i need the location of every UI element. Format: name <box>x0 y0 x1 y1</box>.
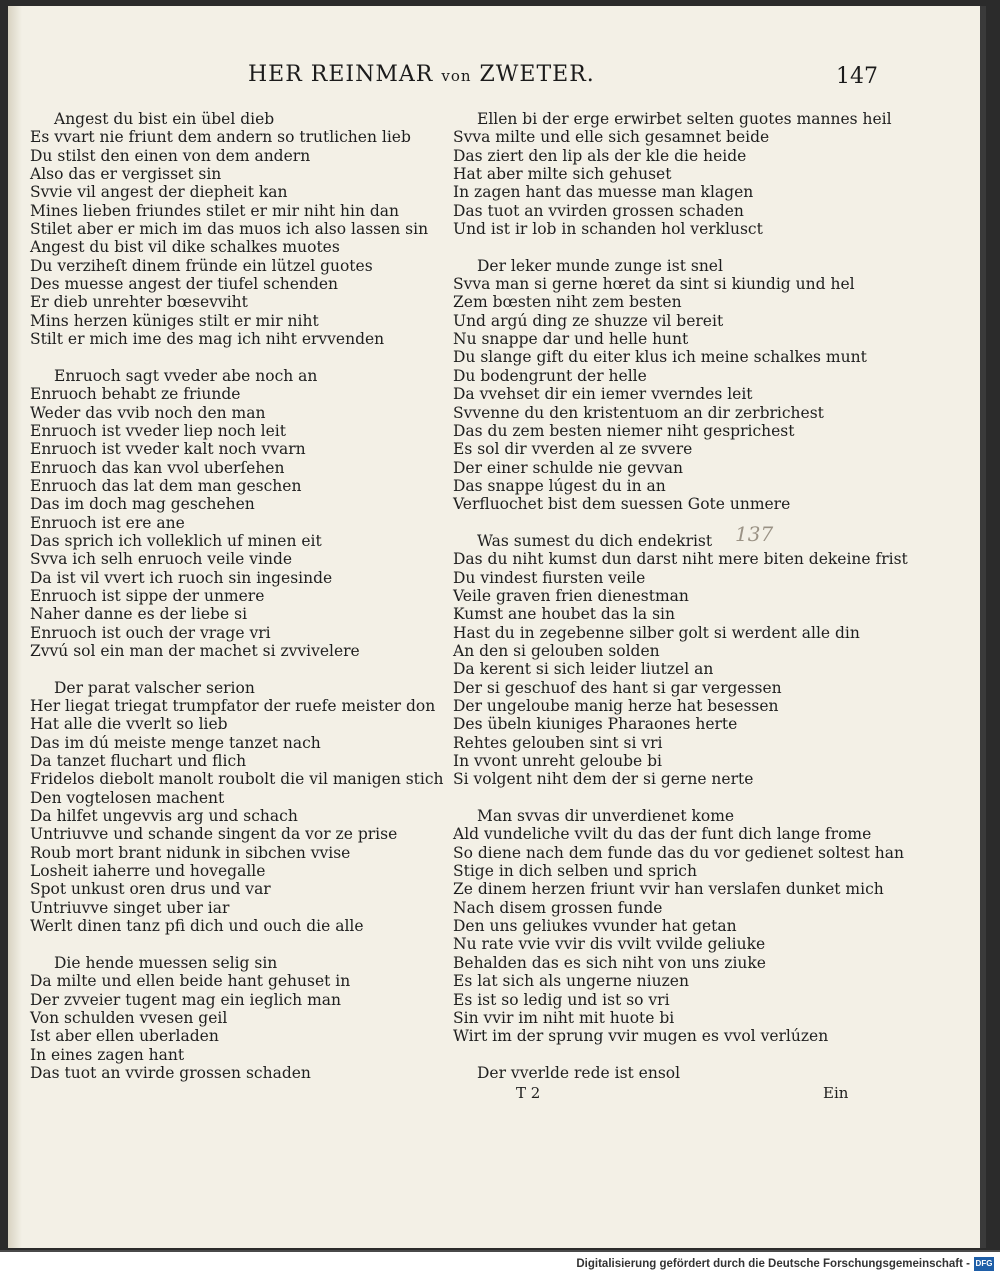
verse-line: Stilet aber er mich im das muos ich also lassen sin <box>30 220 429 239</box>
verse-line: Der vverlde rede ist ensol <box>477 1063 681 1082</box>
verse-line: Kumst ane houbet das la sin <box>453 605 675 624</box>
verse-line: Da milte und ellen beide hant gehuset in <box>30 972 351 991</box>
verse-line: Die hende muessen selig sin <box>54 953 278 972</box>
verse-line: Es ist so ledig und ist so vri <box>453 990 670 1009</box>
verse-line: Wirt im der sprung vvir mugen es vvol verlúzen <box>453 1027 829 1046</box>
stanza-gap <box>453 789 883 807</box>
verse-line: Enruoch ist sippe der unmere <box>30 586 265 605</box>
verse-line: Enruoch das lat dem man geschen <box>30 476 302 495</box>
verse-line: Du verziheſt dinem fründe ein lützel guotes <box>30 256 373 275</box>
verse-line: In eines zagen hant <box>30 1045 185 1064</box>
verse-line: Stige in dich selben und sprich <box>453 862 697 881</box>
verse-line: Zvvú sol ein man der machet si zvvivelere <box>30 641 360 660</box>
verse-line: Der si geschuof des hant si gar vergessen <box>453 678 782 697</box>
verse-line: Untriuvve singet uber iar <box>30 898 230 917</box>
verse-line: So diene nach dem funde das du vor gedienet soltest han <box>453 843 904 862</box>
verse-line: Enruoch sagt vveder abe noch an <box>54 366 318 385</box>
verse-line: Hat aber milte sich gehuset <box>453 165 672 184</box>
verse-line: Enruoch ist ere ane <box>30 513 185 532</box>
verse-line: Angest du bist ein übel dieb <box>54 110 275 128</box>
verse-line: Behalden das es sich niht von uns ziuke <box>453 953 766 972</box>
left-column <box>30 110 445 1082</box>
verse-line: Roub mort brant nidunk in sibchen vvise <box>30 843 351 862</box>
verse-line: Hat alle die vverlt so lieb <box>30 715 228 734</box>
verse-line: In vvont unreht geloube bi <box>453 752 662 771</box>
verse-line: Der parat valscher serion <box>54 678 255 697</box>
verse-line: Du vindest fiursten veile <box>453 568 646 587</box>
verse-line: Enruoch ist ouch der vrage vri <box>30 623 271 642</box>
running-head-part: von <box>441 67 472 85</box>
verse-line: Das tuot an vvirden grossen schaden <box>453 201 744 220</box>
verse-line: Ist aber ellen uberladen <box>30 1027 219 1046</box>
right-column <box>453 110 908 1082</box>
verse-line: Enruoch ist vveder liep noch leit <box>30 421 286 440</box>
verse-line: Veile graven frien dienestman <box>453 586 689 605</box>
verse-line: Enruoch behabt ze friunde <box>30 385 241 404</box>
verse-line: Der zvveier tugent mag ein ieglich man <box>30 990 342 1009</box>
book-page <box>8 6 986 1248</box>
verse-line: Enruoch das kan vvol uberſehen <box>30 458 285 477</box>
verse-line: Ze dinem herzen friunt vvir han verslafen dunket mich <box>453 880 884 899</box>
verse-line: Den uns geliukes vvunder hat getan <box>453 917 737 936</box>
catchword: Ein <box>823 1084 849 1102</box>
footer-bar <box>0 1252 1000 1278</box>
verse-line: Das im dú meiste menge tanzet nach <box>30 733 321 752</box>
verse-line: Das ziert den lip als der kle die heide <box>453 146 747 165</box>
running-head-part: ZWETER. <box>471 62 595 87</box>
verse-line: Svva ich selh enruoch veile vinde <box>30 550 293 569</box>
verse-line: Da vvehset dir ein iemer vverndes leit <box>453 385 753 404</box>
stanza-gap <box>453 238 883 256</box>
verse-line: Das snappe lúgest du in an <box>453 476 666 495</box>
verse-line: Du bodengrunt der helle <box>453 366 647 385</box>
verse-line: Des übeln kiuniges Pharaones herte <box>453 715 738 734</box>
verse-line: Da hilfet ungevvis arg und schach <box>30 807 298 826</box>
verse-line: Nu rate vvie vvir dis vvilt vvilde geliuke <box>453 935 766 954</box>
verse-line: Es lat sich als ungerne niuzen <box>453 972 689 991</box>
verse-line: Der einer schulde nie gevvan <box>453 458 684 477</box>
verse-line: Svva man si gerne hœret da sint si kiundig und hel <box>453 275 855 294</box>
verse-line: Untriuvve und schande singent da vor ze prise <box>30 825 398 844</box>
verse-line: Hast du in zegebenne silber golt si werdent alle din <box>453 623 860 642</box>
page-number: 147 <box>836 64 878 89</box>
verse-line: Enruoch ist vveder kalt noch vvarn <box>30 440 306 459</box>
handwritten-note: 137 <box>735 522 774 546</box>
verse-line: Da kerent si sich leider liutzel an <box>453 660 714 679</box>
running-head-part: HER REINMAR <box>248 62 442 87</box>
running-head <box>248 62 595 87</box>
verse-line: Angest du bist vil dike schalkes muotes <box>30 238 340 257</box>
verse-line: Von schulden vvesen geil <box>30 1008 228 1027</box>
verse-line: Das sprich ich volleklich uf minen eit <box>30 531 322 550</box>
verse-line: Was sumest du dich endekrist <box>477 531 713 550</box>
stanza-gap <box>30 660 445 678</box>
verse-line: Das du niht kumst dun darst niht mere biten dekeine frist <box>453 550 908 569</box>
dfg-logo-icon: DFG <box>974 1257 994 1271</box>
verse-line: Man svvas dir unverdienet kome <box>477 807 735 826</box>
verse-line: Ellen bi der erge erwirbet selten guotes mannes heil <box>477 110 892 128</box>
verse-line: Svvie vil angest der diepheit kan <box>30 183 288 202</box>
verse-line: Sin vvir im niht mit huote bi <box>453 1008 675 1027</box>
verse-line: Der ungeloube manig herze hat besessen <box>453 697 779 715</box>
stanza-gap <box>30 935 445 953</box>
verse-line: Der leker munde zunge ist snel <box>477 256 723 275</box>
verse-line: In zagen hant das muesse man klagen <box>453 183 754 202</box>
signature-mark: T 2 <box>516 1084 541 1102</box>
verse-line: Zem bœsten niht zem besten <box>453 293 682 312</box>
verse-line: Mins herzen küniges stilt er mir niht <box>30 311 319 330</box>
verse-line: Das im doch mag geschehen <box>30 495 255 514</box>
verse-line: Rehtes gelouben sint si vri <box>453 733 663 752</box>
footer-credit: Digitalisierung gefördert durch die Deutsche Forschungsgemeinschaft - <box>576 1258 970 1270</box>
verse-line: Das tuot an vvirde grossen schaden <box>30 1063 311 1082</box>
verse-line: Es sol dir vverden al ze svvere <box>453 440 693 459</box>
verse-line: Er dieb unrehter bœsevviht <box>30 293 248 312</box>
verse-line: Ald vundeliche vvilt du das der funt dich lange frome <box>453 825 872 844</box>
verse-line: Mines lieben friundes stilet er mir niht hin dan <box>30 201 400 220</box>
verse-line: Nach disem grossen funde <box>453 898 663 917</box>
verse-line: Weder das vvib noch den man <box>30 403 266 422</box>
verse-line: Si volgent niht dem der si gerne nerte <box>453 770 754 789</box>
verse-line: Und argú ding ze shuzze vil bereit <box>453 311 724 330</box>
stanza-gap <box>453 514 883 532</box>
verse-line: Svva milte und elle sich gesamnet beide <box>453 128 770 147</box>
stanza-gap <box>30 348 445 366</box>
verse-line: Her liegat triegat trumpfator der ruefe meister don <box>30 697 436 715</box>
verse-line: Du slange gift du eiter klus ich meine schalkes munt <box>453 348 867 367</box>
verse-line: Fridelos diebolt manolt roubolt die vil manigen stich <box>30 770 444 789</box>
verse-line: An den si gelouben solden <box>453 641 660 660</box>
verse-line: Des muesse angest der tiufel schenden <box>30 275 339 294</box>
verse-line: Es vvart nie friunt dem andern so trutlichen lieb <box>30 128 411 147</box>
verse-line: Spot unkust oren drus und var <box>30 880 271 899</box>
verse-line: Den vogtelosen machent <box>30 788 225 807</box>
verse-line: Also das er vergisset sin <box>30 165 222 184</box>
verse-line: Da ist vil vvert ich ruoch sin ingesinde <box>30 568 333 587</box>
verse-line: Naher danne es der liebe si <box>30 605 248 624</box>
stanza-gap <box>453 1046 883 1064</box>
verse-line: Werlt dinen tanz pfi dich und ouch die alle <box>30 917 364 936</box>
verse-line: Und ist ir lob in schanden hol verklusct <box>453 220 763 239</box>
verse-line: Verfluochet bist dem suessen Gote unmere <box>453 495 791 514</box>
verse-line: Du stilst den einen von dem andern <box>30 146 311 165</box>
verse-line: Das du zem besten niemer niht gesprichest <box>453 421 795 440</box>
verse-line: Losheit iaherre und hovegalle <box>30 862 266 881</box>
verse-line: Da tanzet fluchart und flich <box>30 752 247 771</box>
verse-line: Nu snappe dar und helle hunt <box>453 330 689 349</box>
verse-line: Stilt er mich ime des mag ich niht ervvenden <box>30 330 385 349</box>
verse-line: Svvenne du den kristentuom an dir zerbrichest <box>453 403 824 422</box>
